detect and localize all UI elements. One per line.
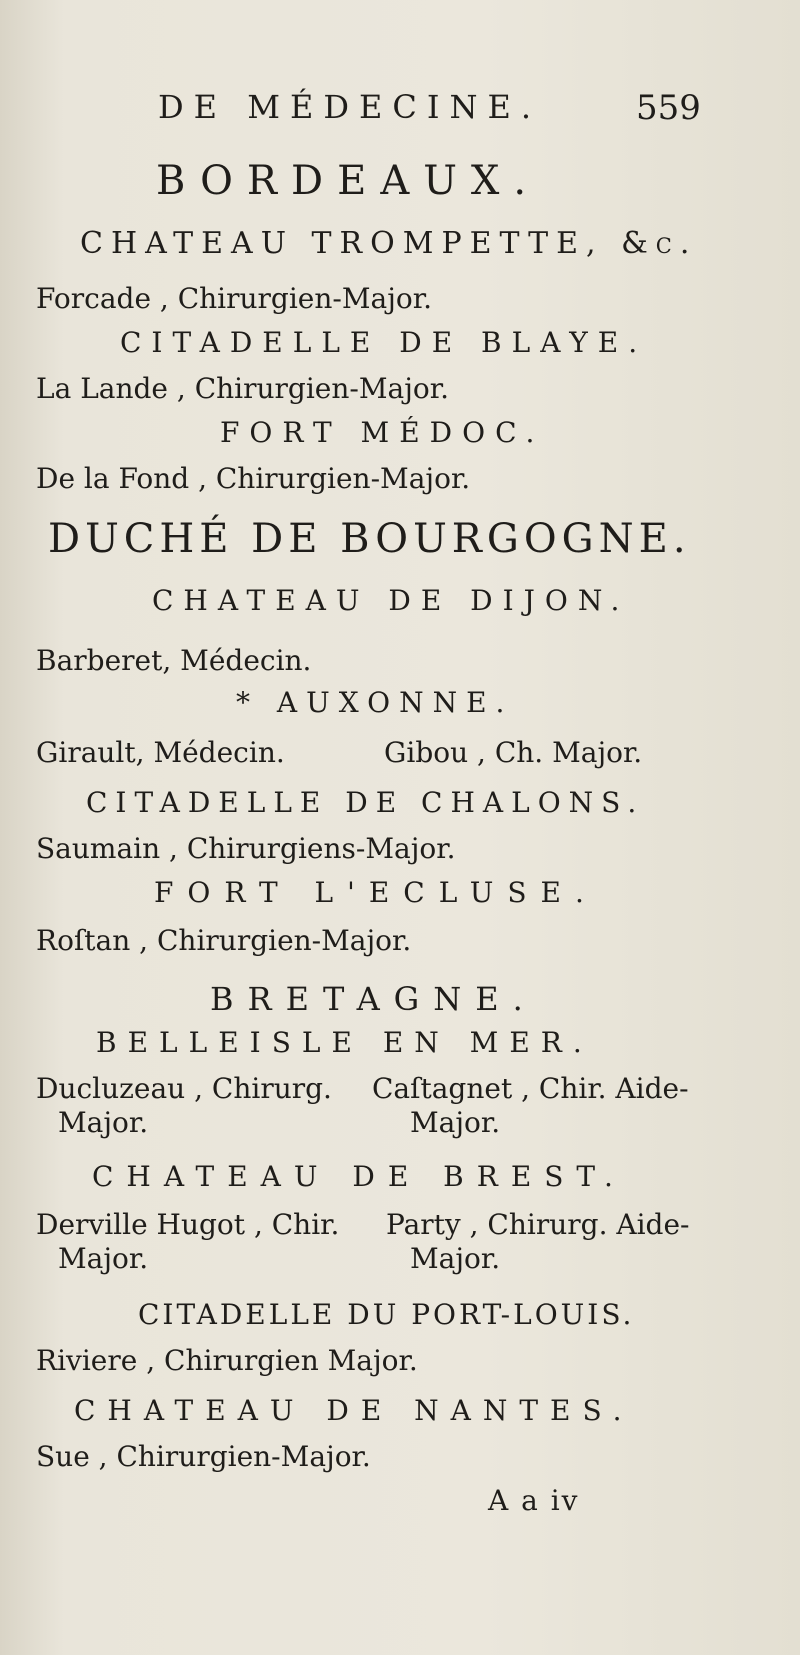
subtitle-auxonne: * AUXONNE. — [236, 686, 514, 719]
section-title-bourgogne: DUCHÉ DE BOURGOGNE. — [48, 516, 691, 562]
entry-party: Party , Chirurg. Aide- — [386, 1208, 690, 1241]
entry-la-lande: La Lande , Chirurgien-Major. — [36, 372, 449, 405]
entry-party-cont: Major. — [410, 1242, 501, 1275]
signature-mark: A a iv — [488, 1484, 580, 1517]
subtitle-chateau-trompette: CHATEAU TROMPETTE, &c. — [80, 226, 698, 261]
subtitle-chateau-brest: CHATEAU DE BREST. — [92, 1160, 626, 1193]
subtitle-fort-medoc: FORT MÉDOC. — [220, 416, 545, 449]
subtitle-citadelle-port-louis: CITADELLE DU PORT-LOUIS. — [138, 1298, 635, 1331]
section-title-bretagne: BRETAGNE. — [210, 980, 537, 1018]
entry-riviere: Riviere , Chirurgien Major. — [36, 1344, 418, 1377]
subtitle-belleisle: BELLEISLE EN MER. — [96, 1026, 593, 1059]
entry-barberet: Barberet, Médecin. — [36, 644, 312, 677]
entry-rostan: Roſtan , Chirurgien-Major. — [36, 924, 412, 957]
subtitle-chateau-dijon: CHATEAU DE DIJON. — [152, 584, 630, 617]
page-number: 559 — [636, 88, 701, 128]
entry-saumain: Saumain , Chirurgiens-Major. — [36, 832, 456, 865]
entry-ducluzeau-cont: Major. — [58, 1106, 149, 1139]
entry-sue: Sue , Chirurgien-Major. — [36, 1440, 371, 1473]
section-title-bordeaux: BORDEAUX. — [156, 158, 541, 204]
subtitle-chateau-nantes: CHATEAU DE NANTES. — [74, 1394, 634, 1427]
entry-girault: Girault, Médecin. — [36, 736, 285, 769]
entry-ducluzeau: Ducluzeau , Chirurg. — [36, 1072, 332, 1105]
entry-castagnet-cont: Major. — [410, 1106, 501, 1139]
running-head: DE MÉDECINE. — [158, 88, 541, 126]
entry-de-la-fond: De la Fond , Chirurgien-Major. — [36, 462, 471, 495]
entry-castagnet: Caſtagnet , Chir. Aide- — [372, 1072, 689, 1105]
entry-forcade: Forcade , Chirurgien-Major. — [36, 282, 432, 315]
subtitle-citadelle-blaye: CITADELLE DE BLAYE. — [120, 326, 648, 359]
entry-derville-cont: Major. — [58, 1242, 149, 1275]
entry-derville-hugot: Derville Hugot , Chir. — [36, 1208, 340, 1241]
subtitle-citadelle-chalons: CITADELLE DE CHALONS. — [86, 786, 645, 819]
entry-gibou: Gibou , Ch. Major. — [384, 736, 643, 769]
subtitle-fort-ecluse: FORT L'ECLUSE. — [154, 876, 598, 909]
